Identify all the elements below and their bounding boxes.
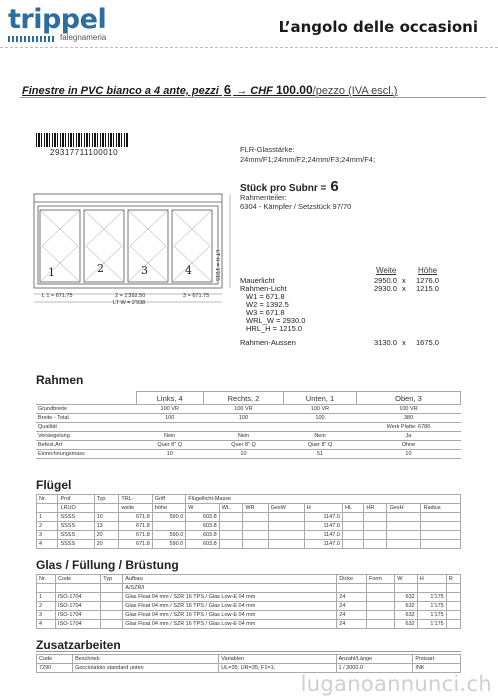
- table-cell: 603.8: [186, 531, 219, 540]
- table-cell: 671.8: [119, 522, 152, 531]
- table-row: [36, 414, 461, 423]
- table-cell: 2: [37, 522, 58, 531]
- table-cell: 1147.0: [304, 540, 342, 549]
- sash-number-2: 2: [97, 262, 104, 275]
- table-cell: [268, 531, 304, 540]
- table-cell: 24: [337, 611, 367, 620]
- table-cell: 2: [37, 602, 56, 611]
- table-cell: 1147.0: [304, 531, 342, 540]
- table-cell: [342, 531, 363, 540]
- fuellung-column-header: Nr.: [37, 575, 56, 584]
- table-cell: Nein: [136, 432, 203, 441]
- sash-2: [84, 210, 124, 282]
- table-cell: [387, 522, 421, 531]
- fuellung-column-subheader: [56, 584, 101, 593]
- dimension-x: x: [402, 276, 406, 285]
- table-cell: Gocciolatoio standard unten: [73, 664, 219, 673]
- table-cell: [366, 620, 394, 629]
- zusatz-column-header: Code: [37, 655, 73, 664]
- fluegel-column-header: Nr.: [37, 495, 58, 504]
- table-row: [37, 540, 461, 549]
- table-cell: [243, 513, 268, 522]
- table-cell: Quer 8" Q: [203, 441, 283, 450]
- table-row: [37, 593, 461, 602]
- dimension-height: 1215.0: [416, 284, 439, 293]
- dimension-width: 2930.0: [374, 284, 397, 293]
- table-cell: [421, 513, 461, 522]
- fuellung-column-header: Dicke: [337, 575, 367, 584]
- table-cell: 1147.0: [304, 513, 342, 522]
- table-cell: 1: [37, 593, 56, 602]
- table-row: [36, 441, 461, 450]
- table-cell: [243, 522, 268, 531]
- table-cell: UL=35; UR=35; F1=1;: [219, 664, 336, 673]
- table-cell: 603.8: [186, 540, 219, 549]
- table-cell: Quer 8" Q: [284, 441, 357, 450]
- divider-label: Rahmenteiler:: [240, 193, 287, 202]
- table-cell: 590.0: [152, 540, 185, 549]
- table-row: [36, 450, 461, 459]
- zusatz-column-header: Preisart: [413, 655, 461, 664]
- table-cell: [366, 611, 394, 620]
- row-label: Versiegelung: [36, 432, 136, 441]
- rahmen-header-row: [36, 392, 461, 405]
- table-cell: 100: [136, 414, 203, 423]
- table-cell: 10: [356, 450, 460, 459]
- page-title: L’angolo delle occasioni: [278, 18, 478, 36]
- dim-right: 3 = 671.75: [183, 293, 210, 299]
- fluegel-column-header: Flügellicht-Masse: [186, 495, 461, 504]
- sash-4: [172, 210, 212, 282]
- dimension-label: W2 = 1392.5: [246, 300, 289, 309]
- offer-currency: CHF: [250, 85, 273, 97]
- fluegel-column-subheader: Radius: [421, 504, 461, 513]
- fuellung-table: [36, 574, 461, 629]
- dimension-x: x: [402, 284, 406, 293]
- zusatz-title: Zusatzarbeiten: [36, 638, 121, 652]
- table-cell: 24: [337, 602, 367, 611]
- row-label: Befest.Art: [36, 441, 136, 450]
- table-cell: 1'175: [417, 620, 446, 629]
- barcode-number: 29317711100010: [50, 148, 119, 157]
- zusatz-column-header: Beschrieb: [73, 655, 219, 664]
- logo: [8, 4, 107, 42]
- zusatz-divider: [36, 651, 461, 652]
- table-cell: 1'175: [417, 611, 446, 620]
- table-cell: 100: [284, 414, 357, 423]
- table-cell: [342, 513, 363, 522]
- table-row: [36, 405, 461, 414]
- table-cell: 24: [337, 620, 367, 629]
- table-cell: [421, 531, 461, 540]
- table-cell: Glas Float 04 mm / SZR 16 TPS / Glas Low-E 04 mm: [123, 602, 337, 611]
- table-cell: [268, 513, 304, 522]
- fluegel-title: Flügel: [36, 478, 72, 492]
- table-cell: [219, 513, 243, 522]
- pieces-value: 6: [330, 178, 339, 195]
- fuellung-column-header: Form: [366, 575, 394, 584]
- divider-value: 6304 - Kämpfer / Setzstück 97/70: [240, 202, 352, 211]
- table-cell: ISO-1704: [56, 602, 101, 611]
- table-cell: Glas Float 04 mm / SZR 16 TPS / Glas Low-E 04 mm: [123, 593, 337, 602]
- table-cell: 100 VR: [356, 405, 460, 414]
- fuellung-column-subheader: [101, 584, 123, 593]
- fuellung-column-subheader: [446, 584, 460, 593]
- sash-number-4: 4: [185, 264, 192, 277]
- fluegel-header-row: [37, 495, 461, 504]
- table-cell: 4: [37, 540, 58, 549]
- table-cell: 632: [395, 611, 417, 620]
- dimension-label: W3 = 671.8: [246, 308, 285, 317]
- dim-height: LT H = 1'215: [214, 250, 220, 281]
- fuellung-column-header: W: [395, 575, 417, 584]
- table-cell: [243, 531, 268, 540]
- offer-line: [22, 82, 397, 97]
- fuellung-title: Glas / Füllung / Brüstung: [36, 558, 179, 572]
- table-cell: Nein: [203, 432, 283, 441]
- col-width-header: Weite: [376, 266, 397, 275]
- row-label: Grundbreite: [36, 405, 136, 414]
- table-cell: 603.8: [186, 522, 219, 531]
- fluegel-column-subheader: W: [186, 504, 219, 513]
- dimension-row: [240, 338, 450, 346]
- fluegel-column-subheader: H: [304, 504, 342, 513]
- fluegel-column-subheader: [37, 504, 58, 513]
- table-cell: Nein: [284, 432, 357, 441]
- table-cell: [152, 522, 185, 531]
- dimension-row: [240, 324, 450, 332]
- table-cell: [284, 423, 357, 432]
- fuellung-column-subheader: [417, 584, 446, 593]
- table-cell: 590.0: [152, 531, 185, 540]
- fluegel-column-header: TRL-: [119, 495, 152, 504]
- table-cell: 671.8: [119, 513, 152, 522]
- dimension-row: [240, 276, 450, 284]
- table-cell: [446, 620, 460, 629]
- table-cell: [101, 602, 123, 611]
- fuellung-column-header: Code: [56, 575, 101, 584]
- table-cell: [366, 602, 394, 611]
- offer-prefix: Finestre in PVC bianco a 4 ante, pezzi: [22, 85, 219, 97]
- dimension-width: 2950.0: [374, 276, 397, 285]
- table-cell: 100 VR: [136, 405, 203, 414]
- table-cell: [219, 531, 243, 540]
- table-cell: 671.8: [119, 540, 152, 549]
- fluegel-column-subheader: WR: [243, 504, 268, 513]
- table-cell: ISO-1704: [56, 620, 101, 629]
- table-row: [37, 611, 461, 620]
- table-cell: Werk Platte: 6786: [356, 423, 460, 432]
- dimension-label: W1 = 671.8: [246, 292, 285, 301]
- dimension-label: Mauerlicht: [240, 276, 275, 285]
- table-cell: SSSS: [58, 513, 94, 522]
- fuellung-subheader-row: [37, 584, 461, 593]
- table-cell: 10: [203, 450, 283, 459]
- col-height-header: Höhe: [418, 266, 438, 275]
- table-cell: 4: [37, 620, 56, 629]
- glass-label: FLR-Glasstärke:: [240, 145, 295, 154]
- table-cell: [219, 540, 243, 549]
- fuellung-header-row: [37, 575, 461, 584]
- table-row: [36, 432, 461, 441]
- table-cell: 1147.0: [304, 522, 342, 531]
- fluegel-column-subheader: WL: [219, 504, 243, 513]
- zusatz-header-row: [37, 655, 461, 664]
- table-cell: [364, 522, 387, 531]
- table-row: [36, 423, 461, 432]
- table-row: [37, 602, 461, 611]
- fluegel-column-header: Prof: [58, 495, 94, 504]
- table-cell: [366, 593, 394, 602]
- table-cell: 51: [284, 450, 357, 459]
- fluegel-table: [36, 494, 461, 549]
- offer-unit: /pezzo: [312, 85, 346, 97]
- dimensions-list: [240, 266, 450, 346]
- table-cell: [101, 611, 123, 620]
- table-cell: 590.0: [152, 513, 185, 522]
- dimension-label: HRL_H = 1215.0: [246, 324, 303, 333]
- table-cell: [219, 522, 243, 531]
- table-cell: 1'175: [417, 593, 446, 602]
- table-cell: 632: [395, 620, 417, 629]
- rahmen-column-header: [36, 392, 136, 405]
- glass-value: 24mm/F1;24mm/F2;24mm/F3;24mm/F4;: [240, 155, 376, 164]
- dimension-label: Rahmen-Aussen: [240, 338, 296, 347]
- offer-divider: [20, 97, 486, 98]
- table-row: [37, 522, 461, 531]
- dimension-row: [240, 308, 450, 316]
- table-cell: ISO-1704: [56, 611, 101, 620]
- table-cell: [136, 423, 203, 432]
- table-cell: Ohne: [356, 441, 460, 450]
- table-cell: [446, 611, 460, 620]
- table-cell: 13: [94, 522, 119, 531]
- logo-text: trippel: [8, 4, 107, 35]
- barcode: [36, 133, 128, 147]
- dimension-row: [240, 300, 450, 308]
- table-cell: [421, 540, 461, 549]
- dimension-row: [240, 292, 450, 300]
- dimension-row: [240, 284, 450, 292]
- table-cell: 24: [337, 593, 367, 602]
- offer-price: 100.00: [275, 83, 313, 97]
- table-cell: [101, 620, 123, 629]
- rahmen-column-header: Unten, 1: [284, 392, 357, 405]
- dimension-row: [240, 316, 450, 324]
- table-cell: Quer 8" Q: [136, 441, 203, 450]
- table-cell: 632: [395, 593, 417, 602]
- table-cell: [342, 540, 363, 549]
- table-cell: 7290: [37, 664, 73, 673]
- table-cell: [342, 522, 363, 531]
- table-cell: [268, 522, 304, 531]
- dimension-height: 1675.0: [416, 338, 439, 347]
- logo-subtitle: falegnameria: [60, 33, 107, 42]
- row-label: Einrechnungsmass: [36, 450, 136, 459]
- table-cell: Ja: [356, 432, 460, 441]
- table-row: [37, 531, 461, 540]
- table-cell: 10: [136, 450, 203, 459]
- table-cell: [203, 423, 283, 432]
- fluegel-column-header: Typ: [94, 495, 119, 504]
- rahmen-table: [36, 391, 461, 459]
- table-cell: [446, 602, 460, 611]
- table-cell: [243, 540, 268, 549]
- table-cell: 100: [203, 414, 283, 423]
- fuellung-column-subheader: [337, 584, 367, 593]
- fuellung-column-header: Typ: [101, 575, 123, 584]
- table-cell: ISO-1704: [56, 593, 101, 602]
- offer-note: (IVA escl.): [348, 85, 398, 97]
- dimension-height: 1276.0: [416, 276, 439, 285]
- table-cell: SSSS: [58, 531, 94, 540]
- table-cell: [101, 593, 123, 602]
- fuellung-column-subheader: [37, 584, 56, 593]
- sash-1: [40, 210, 80, 282]
- table-cell: 20: [94, 531, 119, 540]
- sash-3: [128, 210, 168, 282]
- pieces-label: Stück pro Subnr =: [240, 183, 327, 194]
- fluegel-column-header: Griff: [152, 495, 185, 504]
- table-cell: 10: [94, 513, 119, 522]
- dimension-width: 3130.0: [374, 338, 397, 347]
- table-cell: [268, 540, 304, 549]
- row-label: Breite - Total: [36, 414, 136, 423]
- table-cell: 603.8: [186, 513, 219, 522]
- fluegel-column-subheader: GesW: [268, 504, 304, 513]
- table-cell: 100 VR: [203, 405, 283, 414]
- offer-count: 6: [223, 82, 232, 97]
- row-label: Qualität: [36, 423, 136, 432]
- table-cell: 671.8: [119, 531, 152, 540]
- table-cell: Glas Float 04 mm / SZR 16 TPS / Glas Low-E 04 mm: [123, 611, 337, 620]
- table-cell: SSSS: [58, 522, 94, 531]
- arrow-icon: →: [236, 85, 248, 97]
- dimension-label: WRL_W = 2930.0: [246, 316, 306, 325]
- fluegel-subheader-row: [37, 504, 461, 513]
- table-row: [37, 513, 461, 522]
- table-cell: [387, 540, 421, 549]
- fuellung-column-header: H: [417, 575, 446, 584]
- fluegel-column-subheader: HR: [364, 504, 387, 513]
- table-cell: [364, 531, 387, 540]
- sash-number-3: 3: [141, 264, 148, 277]
- table-cell: 3: [37, 531, 58, 540]
- dimension-x: x: [402, 338, 406, 347]
- fuellung-column-subheader: [395, 584, 417, 593]
- zusatz-table: [36, 654, 461, 673]
- table-cell: [446, 593, 460, 602]
- rahmen-column-header: Rechts, 2: [203, 392, 283, 405]
- table-cell: 20: [94, 540, 119, 549]
- fuellung-column-header: R: [446, 575, 460, 584]
- logo-stripes: [8, 36, 54, 42]
- zusatz-column-header: Variablen: [219, 655, 336, 664]
- rahmen-title: Rahmen: [36, 373, 84, 387]
- table-cell: 1'175: [417, 602, 446, 611]
- table-cell: INK: [413, 664, 461, 673]
- dim-total: LT W = 2'938: [113, 300, 146, 306]
- fuellung-column-subheader: [366, 584, 394, 593]
- dim-left: L 1 = 671.75: [42, 293, 73, 299]
- rahmen-column-header: Links, 4: [136, 392, 203, 405]
- dimension-label: Rahmen-Licht: [240, 284, 287, 293]
- table-cell: 1: [37, 513, 58, 522]
- fluegel-column-subheader: LRUO: [58, 504, 94, 513]
- fuellung-column-subheader: A/SZR/I: [123, 584, 337, 593]
- fuellung-column-header: Aufbau: [123, 575, 337, 584]
- table-cell: [364, 513, 387, 522]
- watermark: luganoannunci.ch: [300, 672, 492, 696]
- fluegel-column-subheader: höhe: [152, 504, 185, 513]
- fluegel-column-subheader: weite: [119, 504, 152, 513]
- header-divider: [0, 47, 498, 48]
- zusatz-column-header: Anzahl/Länge: [336, 655, 413, 664]
- table-cell: 380: [356, 414, 460, 423]
- table-cell: Glas Float 04 mm / SZR 16 TPS / Glas Low-E 04 mm: [123, 620, 337, 629]
- table-cell: [421, 522, 461, 531]
- rahmen-column-header: Oben, 3: [356, 392, 460, 405]
- sash-number-1: 1: [48, 266, 55, 279]
- table-row: [37, 620, 461, 629]
- table-cell: [364, 540, 387, 549]
- fluegel-column-subheader: [94, 504, 119, 513]
- dim-middle: 2 = 1'392.50: [115, 293, 146, 299]
- table-cell: 100 VR: [284, 405, 357, 414]
- table-cell: [387, 513, 421, 522]
- table-cell: 3: [37, 611, 56, 620]
- fluegel-column-subheader: GesH: [387, 504, 421, 513]
- table-cell: SSSS: [58, 540, 94, 549]
- table-cell: 632: [395, 602, 417, 611]
- table-cell: [387, 531, 421, 540]
- fluegel-column-subheader: HL: [342, 504, 363, 513]
- table-cell: 1 / 3000.0: [336, 664, 413, 673]
